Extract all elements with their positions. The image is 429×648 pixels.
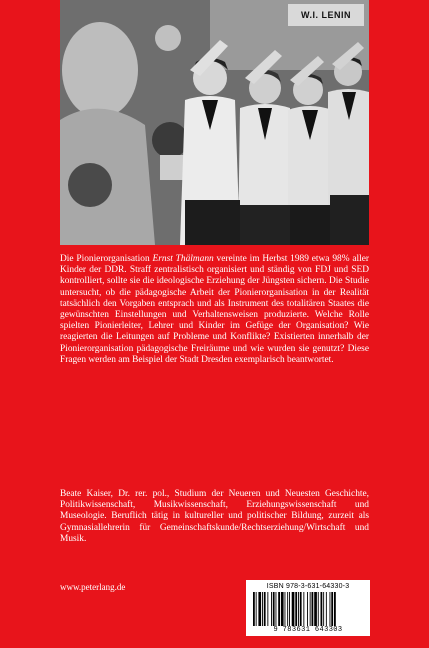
barcode-bar — [262, 592, 263, 626]
barcode-bar — [323, 592, 324, 626]
barcode-bar — [271, 592, 272, 626]
barcode-bar — [256, 592, 257, 626]
book-blurb — [60, 254, 369, 366]
barcode-bar — [289, 592, 290, 626]
barcode-bar — [298, 592, 299, 626]
publisher-website[interactable]: www.peterlang.de — [60, 582, 126, 592]
barcode-bar — [334, 592, 336, 626]
barcode-bar — [318, 592, 319, 626]
barcode-bar — [307, 592, 308, 626]
barcode-bar — [310, 592, 311, 626]
blurb-text-rest: vereinte im Herbst 1989 etwa 98% aller Kinder der DDR. Straff zentralistisch organisiert und ständig von FDJ und SED kontrolliert, sollte sie die ideologische Erziehung der Jüngsten sichern. Die Studie untersucht, ob die pädagogische Arbeit der Pionierorganisation in der Realität tatsächlich den Vorgaben entsprach und als Instrument des totalitären Staates die gewünschten Einstellungen und Verhaltensweisen produzierte. Welche Rolle spielten Pionierleiter, Lehrer und Kinder im Gefüge der Organisation? Wie reagierten die Leitungen auf Probleme und Konflikte? Existierten innerhalb der Pionierorganisation pädagogische Freiräume und wie wurden sie genutzt? Diese Fragen werden am Beispiel der Stadt Dresden exemplarisch beantwortet. — [60, 254, 370, 365]
barcode-bar — [253, 592, 255, 626]
pioneers-photo-illustration — [60, 0, 369, 245]
barcode-bar — [300, 592, 302, 626]
cover-photo — [60, 0, 369, 245]
barcode-bar — [278, 592, 280, 626]
barcode-bar — [267, 592, 268, 626]
barcode-bar — [258, 592, 261, 626]
barcode-bar — [287, 592, 288, 626]
barcode-bar — [330, 592, 331, 626]
ean-digits: 9 783631 643303 — [273, 626, 343, 634]
barcode-bar — [281, 592, 284, 626]
author-bio: Beate Kaiser, Dr. rer. pol., Studium der Neueren und Neuesten Geschichte, Politikwissenschaft, Musikwissenschaft, Erziehungswissenschaft und Museologie. Beruflich tätig in kultureller und politischer Bildung, zurzeit als Gymnasiallehrerin für Gemeinschaftskunde/Rechtserziehung/Wirtschaft und Musik. — [60, 489, 369, 544]
barcode-bar — [314, 592, 317, 626]
barcode-bar — [321, 592, 323, 626]
lenin-plaque: W.I. LENIN — [288, 4, 364, 26]
barcode-bar — [273, 592, 275, 626]
blurb-organization-name: Ernst Thälmann — [152, 254, 214, 264]
barcode-bar — [326, 592, 327, 626]
blurb-text-start: Die Pionierorganisation — [60, 254, 153, 264]
isbn-barcode — [246, 580, 370, 636]
barcode-bar — [303, 592, 304, 626]
barcode-bar — [285, 592, 286, 626]
barcode-bar — [292, 592, 295, 626]
barcode-bar — [312, 592, 314, 626]
barcode-bar — [331, 592, 333, 626]
barcode-bar — [276, 592, 277, 626]
barcode-bar — [264, 592, 266, 626]
isbn-number: ISBN 978-3-631-64330-3 — [266, 583, 350, 590]
barcode-bars — [252, 592, 364, 626]
barcode-bar — [295, 592, 297, 626]
